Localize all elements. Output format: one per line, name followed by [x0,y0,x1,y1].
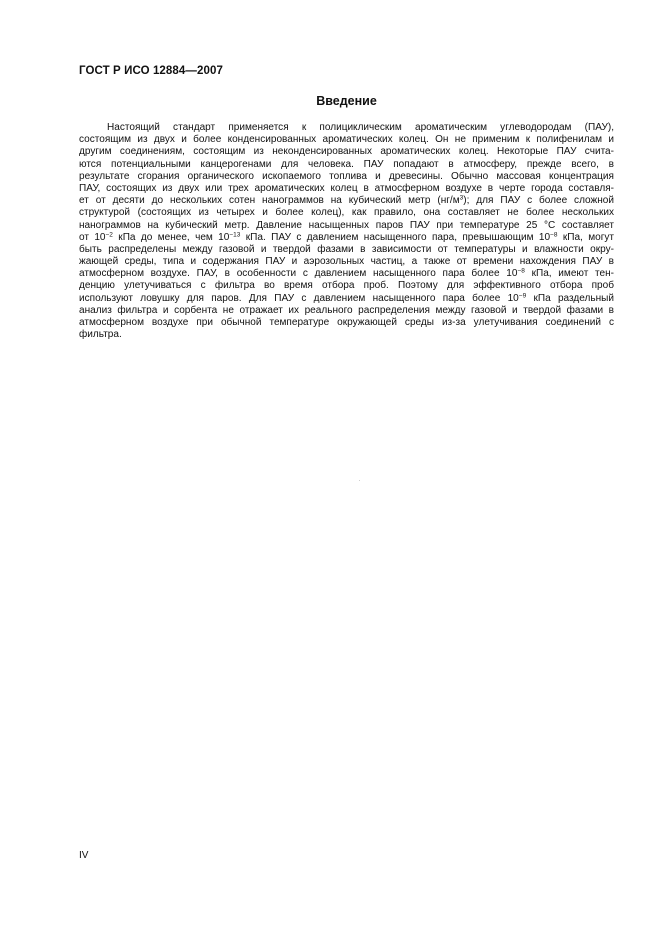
scan-speck [359,480,360,481]
section-title: Введение [316,94,377,108]
superscript-exponent: −8 [550,231,558,239]
paragraph-line: жающей среды, типа и содержания ПАУ и аэрозольных частиц, а также от времени нахождения ПАУ в [79,256,614,268]
paragraph-line: атмосферном воздухе при обычной температуре окружающей среды из-за улетучивания соединений с [79,317,614,328]
paragraph-line: структурой (состоящих из четырех и более колец), как правило, она составляет не более нескольких [79,207,614,219]
paragraph-line: фильтра. [79,329,122,341]
paragraph-line: анализ фильтра и сорбента не отражает их реального распределения между газовой и твердой фазами в [79,304,614,316]
paragraph-line: используют ловушку для паров. Для ПАУ с давлением насыщенного пара более $10^{-9}$ кПа раздельный [79,292,614,304]
page-number: IV [79,850,89,861]
document-header: ГОСТ Р ИСО 12884—2007 [79,65,224,77]
paragraph-line: результате сгорания органического ископаемого топлива и древесины. Обычно массовая концентрация [79,170,614,182]
paragraph-line: денцию улетучиваться с фильтра во время отбора проб. Поэтому для эффективного отбора проб [79,280,614,292]
paragraph-line: атмосферном воздухе. ПАУ, в особенности с давлением насыщенного пара более $10^{-8}$ кПа, имеют тен- [79,267,614,280]
superscript-exponent: −8 [517,267,525,275]
superscript-exponent: 3 [459,194,464,202]
body-paragraph [79,122,614,341]
paragraph-line: Настоящий стандарт применяется к полициклическим ароматическим углеводородам (ПАУ), [107,122,614,133]
paragraph-line: другим соединениям, состоящим из неконденсированных ароматических колец. Некоторые ПАУ счита- [79,146,614,158]
paragraph-line: от $10^{-2}$ кПа до менее, чем $10^{-13}$ кПа. ПАУ с давлением насыщенного пара, превышающим $10^{-8}$ кПа, могут [79,231,614,243]
paragraph-line: ются потенциальными канцерогенами для человека. ПАУ попадают в атмосферу, прежде всего, в [79,158,614,170]
superscript-exponent: −9 [518,292,527,300]
superscript-exponent: −2 [105,231,113,239]
paragraph-line: нанограммов на кубический метр. Давление насыщенных паров ПАУ при температуре 25 °С составляет [79,219,614,231]
paragraph-line: ет от десяти до нескольких сотен нанограммов на кубический метр $(нг/м^3)$; для ПАУ с более сложной [79,194,614,207]
paragraph-line: состоящим из двух и более конденсированных ароматических колец. Он не применим к полифенилам и [79,134,614,146]
superscript-exponent: −13 [229,231,241,239]
paragraph-line: ПАУ, состоящих из двух или трех ароматических колец в атмосферном воздухе в черте города составля- [79,182,614,194]
paragraph-line: быть распределены между газовой и твердой фазами в зависимости от температуры и влажности окру- [79,243,614,255]
